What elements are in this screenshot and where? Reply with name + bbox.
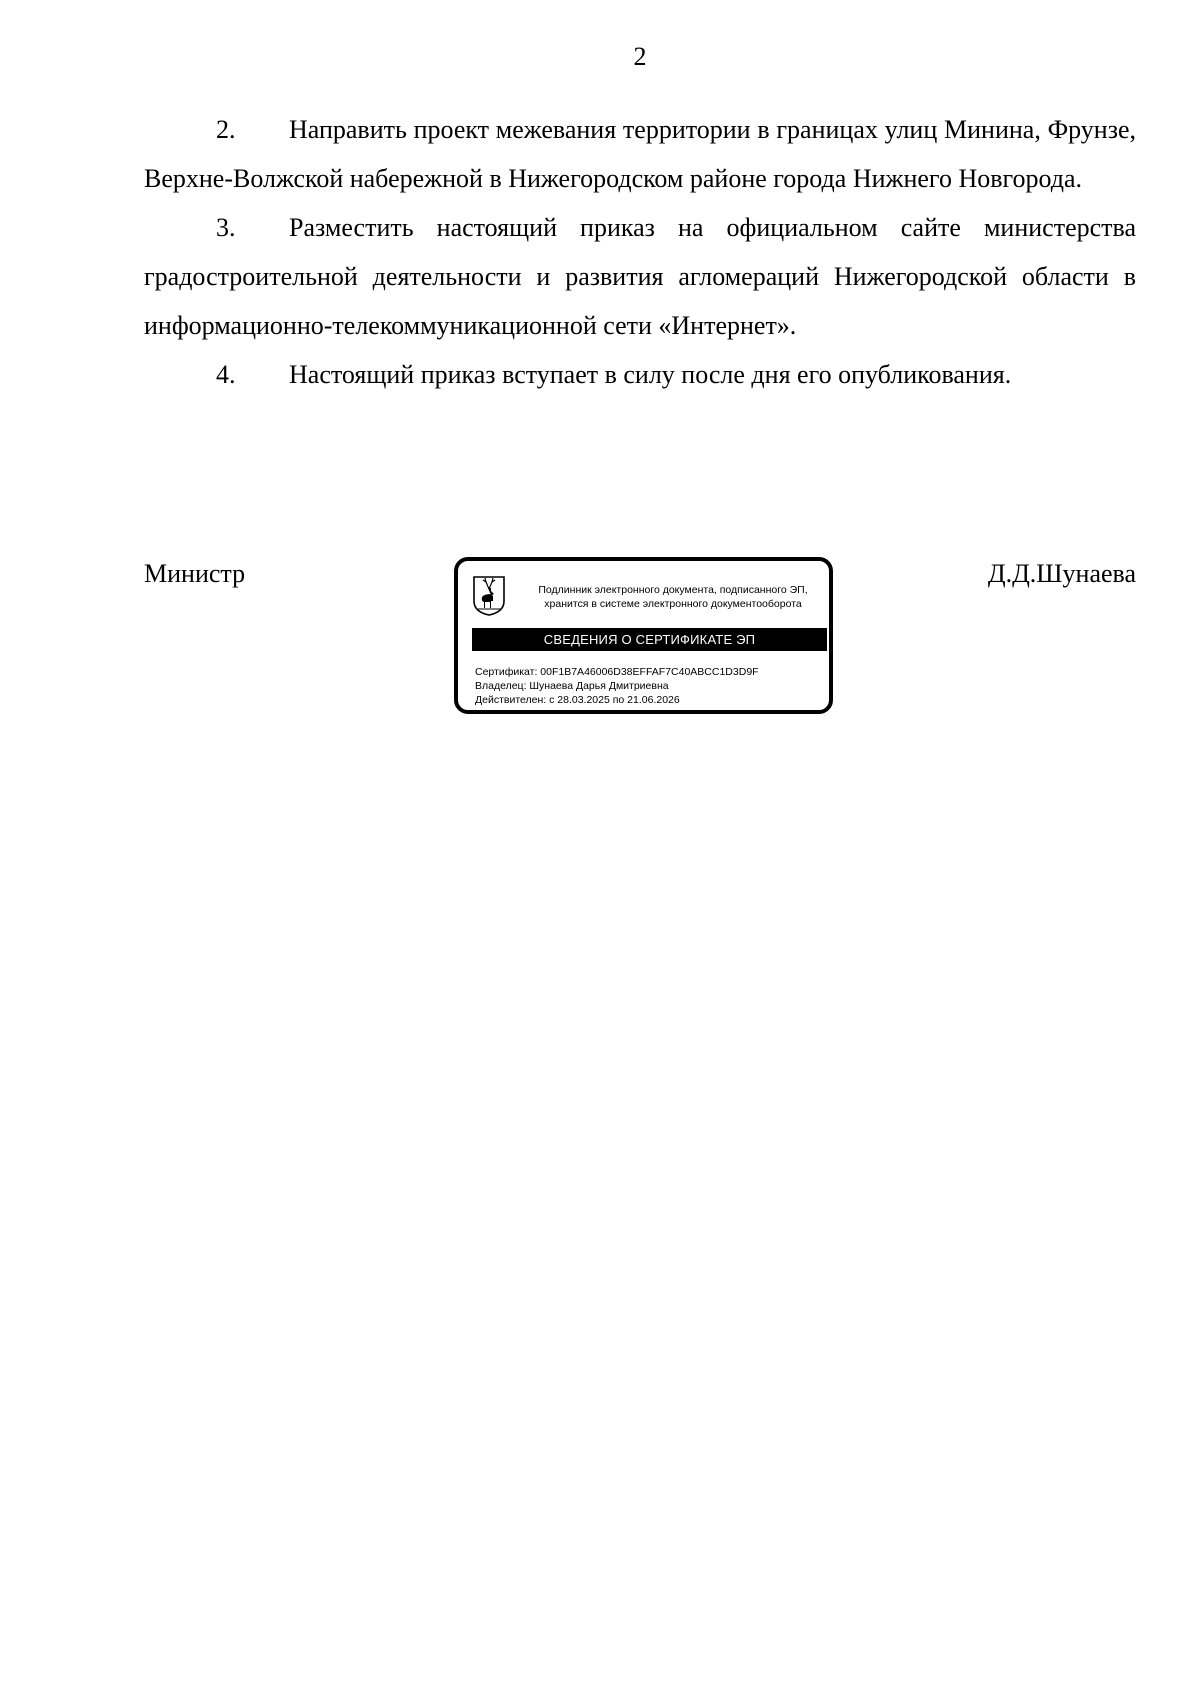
certificate-number: Сертификат: 00F1B7A46006D38EFFAF7C40ABCC1D3D9F	[475, 666, 759, 678]
paragraph-text: Разместить настоящий приказ на официальном сайте министерства градостроительной деятельности и развития агломераций Нижегородской области в информационно-телекоммуникационной сети «Интернет».	[144, 213, 1136, 340]
certificate-validity: Действителен: с 28.03.2025 по 21.06.2026	[475, 694, 680, 706]
certificate-owner: Владелец: Шунаева Дарья Дмитриевна	[475, 680, 669, 692]
stamp-header-line: хранится в системе электронного документооборота	[544, 598, 802, 610]
paragraph-4	[144, 350, 1136, 399]
signer-position: Министр	[144, 559, 246, 588]
stamp-certificate-details	[475, 665, 825, 707]
stamp-header-line: Подлинник электронного документа, подписанного ЭП,	[538, 584, 808, 596]
electronic-signature-stamp	[454, 557, 833, 714]
paragraph-text: Направить проект межевания территории в границах улиц Минина, Фрунзе, Верхне-Волжской набережной в Нижегородском районе города Нижнего Новгорода.	[144, 115, 1136, 193]
signer-name: Д.Д.Шунаева	[987, 559, 1136, 588]
stamp-banner: СВЕДЕНИЯ О СЕРТИФИКАТЕ ЭП	[472, 628, 827, 651]
paragraph-2	[144, 105, 1136, 203]
paragraph-3	[144, 203, 1136, 350]
stamp-header	[520, 583, 826, 611]
paragraph-number: 4.	[216, 360, 236, 389]
page-number: 2	[633, 42, 647, 71]
paragraph-text: Настоящий приказ вступает в силу после дня его опубликования.	[289, 360, 1012, 389]
paragraph-number: 3.	[216, 213, 236, 242]
document-body	[144, 105, 1136, 399]
paragraph-number: 2.	[216, 115, 236, 144]
coat-of-arms-icon	[472, 575, 506, 617]
